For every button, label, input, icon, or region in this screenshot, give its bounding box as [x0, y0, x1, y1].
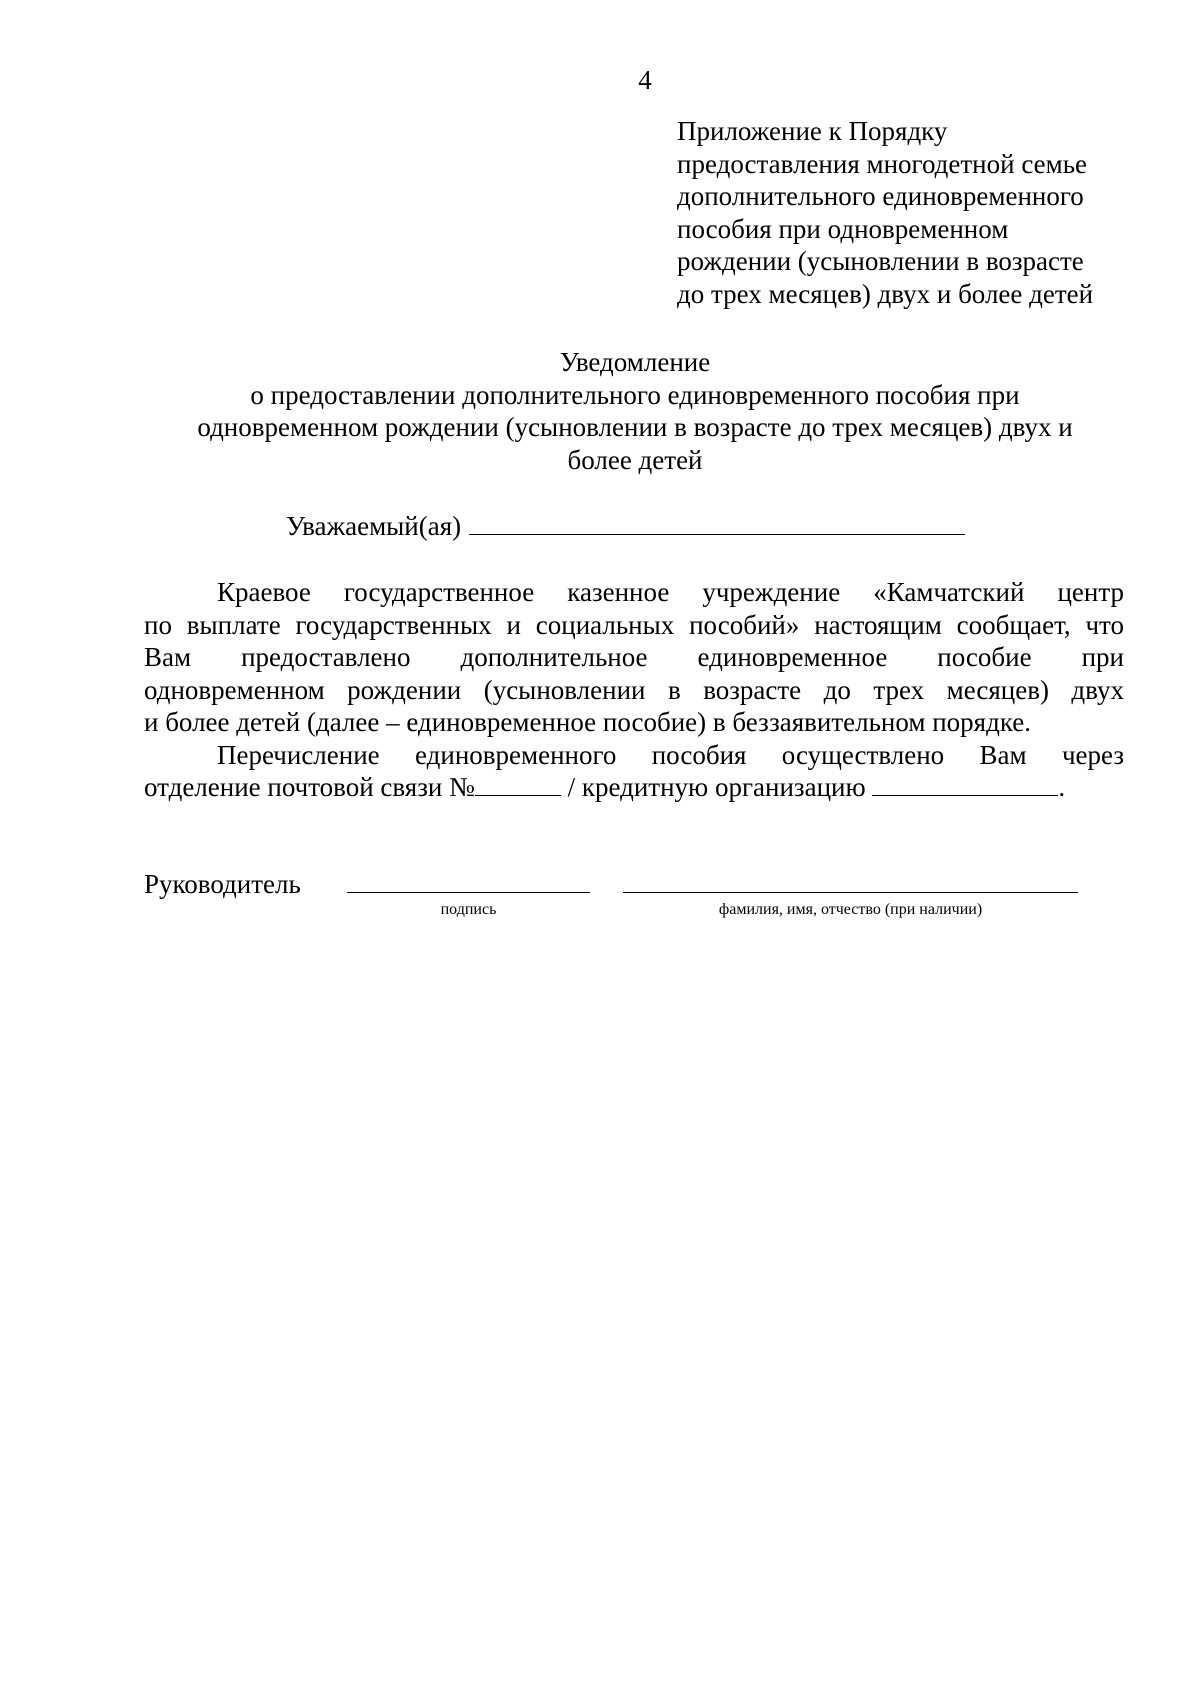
appendix-line: до трех месяцев) двух и более детей — [677, 278, 1094, 309]
paragraph-line: по выплате государственных и социальных пособий» настоящим сообщает, что — [144, 609, 1124, 640]
post-office-number-blank — [475, 773, 561, 796]
paragraph-line: Краевое государственное казенное учреждение «Камчатский центр — [217, 577, 1124, 607]
paragraph-line: Вам предоставлено дополнительное единовременное пособие при — [144, 642, 1124, 672]
greeting-label: Уважаемый(ая) — [286, 511, 462, 541]
paragraph-line-with-blanks — [144, 771, 1124, 804]
appendix-line: рождении (усыновлении в возрасте — [677, 246, 1084, 276]
title-subtitle-line: одновременном рождении (усыновлении в возрасте до трех месяцев) двух и — [197, 412, 1073, 442]
signer-role: Руководитель — [144, 869, 301, 899]
paragraph-line: и более детей (далее – единовременное пособие) в беззаявительном порядке. — [144, 707, 1031, 737]
signature-line — [347, 892, 590, 893]
appendix-block — [677, 115, 1107, 310]
full-name-line — [623, 892, 1078, 893]
title-heading: Уведомление — [559, 347, 711, 377]
recipient-name-blank — [469, 512, 965, 535]
sentence-end: . — [1058, 772, 1066, 802]
page-number: 4 — [638, 65, 652, 95]
appendix-line: пособия при одновременном — [677, 213, 1009, 244]
credit-organization-blank — [872, 773, 1058, 796]
document-title — [140, 346, 1130, 476]
paragraph-line: Перечисление единовременного пособия осуществлено Вам через — [217, 739, 1124, 770]
appendix-line: дополнительного единовременного — [677, 181, 1084, 211]
title-subtitle-line: о предоставлении дополнительного единовременного пособия при — [250, 379, 1020, 410]
signature-block — [144, 868, 1084, 938]
greeting — [286, 510, 965, 543]
appendix-line: Приложение к Порядку — [677, 116, 948, 146]
body-text — [144, 576, 1124, 804]
full-name-caption: фамилия, имя, отчество (при наличии) — [718, 901, 983, 918]
appendix-line: предоставления многодетной семье — [677, 148, 1088, 179]
paragraph-line: одновременном рождении (усыновлении в возрасте до трех месяцев) двух — [144, 674, 1124, 705]
title-subtitle-line: более детей — [567, 444, 703, 475]
post-office-label: отделение почтовой связи № — [144, 772, 475, 802]
credit-org-label: / кредитную организацию — [560, 772, 873, 802]
signature-caption: подпись — [440, 901, 497, 918]
